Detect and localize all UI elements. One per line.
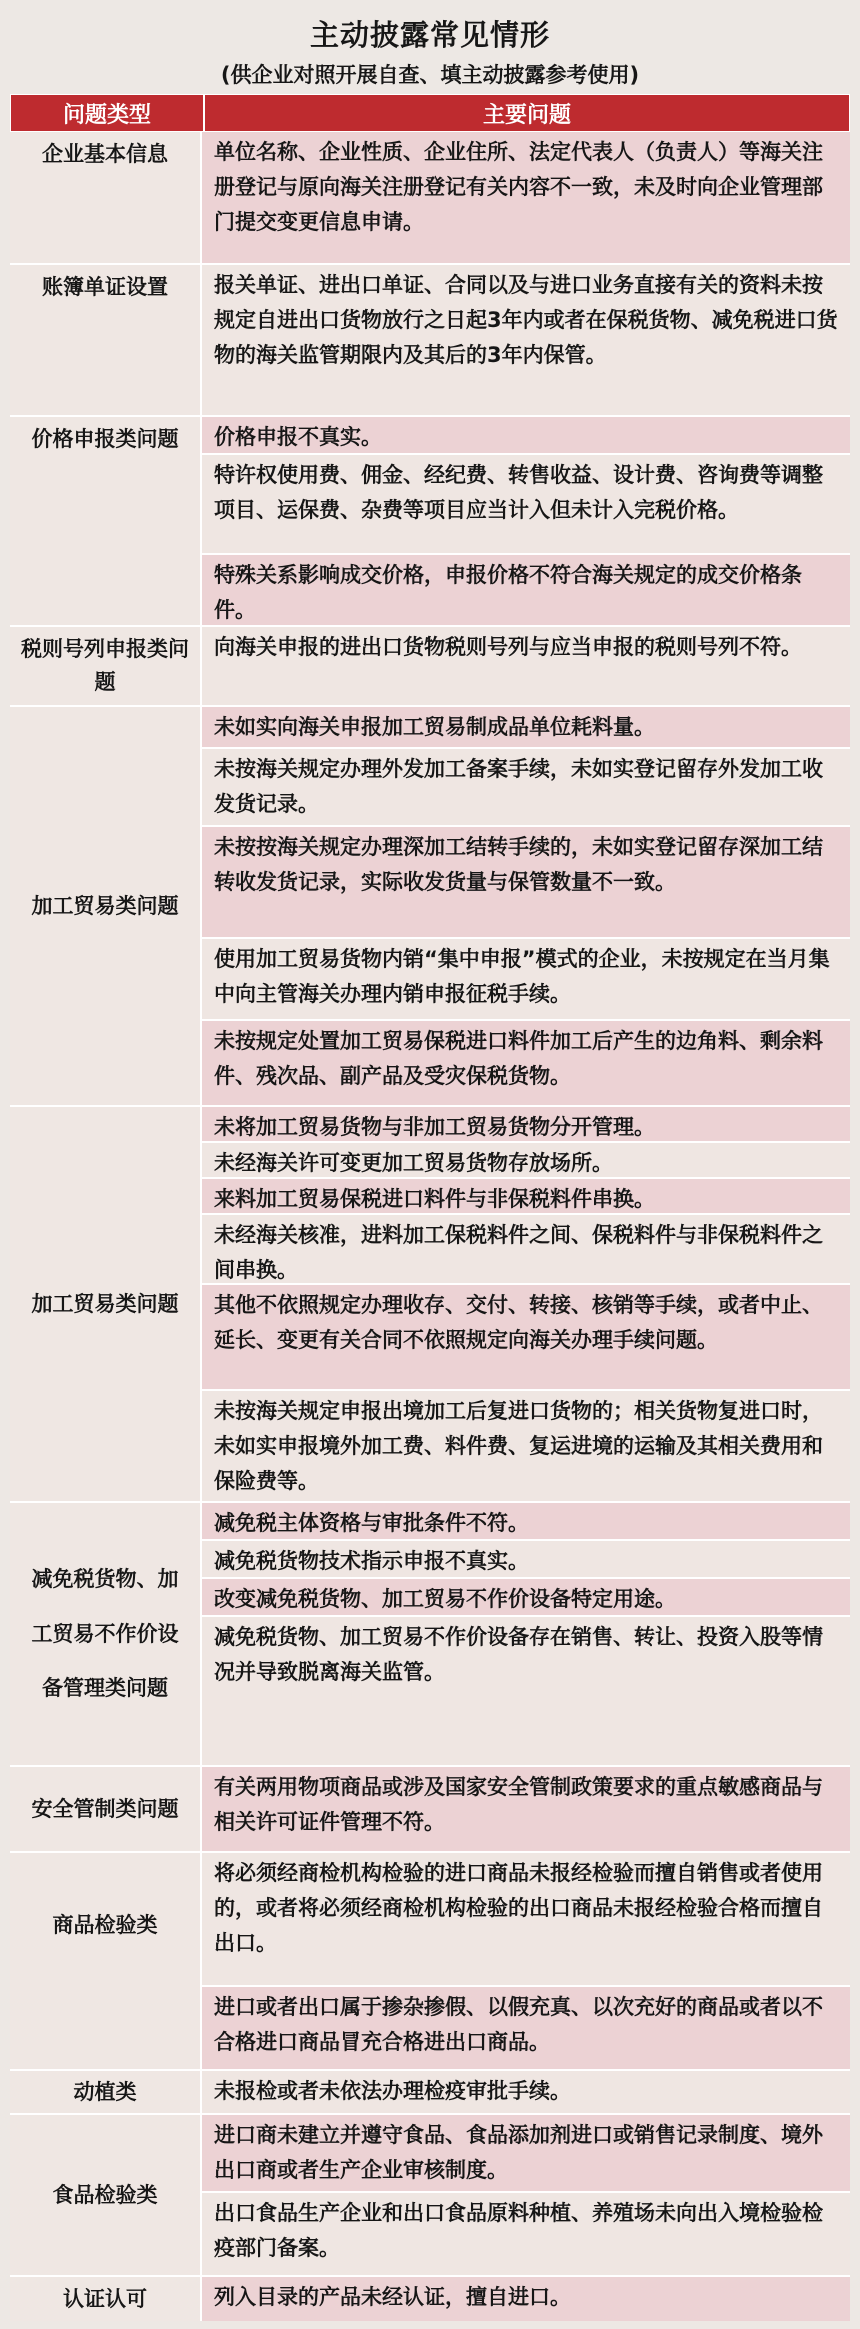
table-row	[10, 1107, 850, 1503]
problem-item: 报关单证、进出口单证、合同以及与进口业务直接有关的资料未按规定自进出口货物放行之日起3年内或者在保税货物、减免税进口货物的海关监管期限内及其后的3年内保管。	[202, 265, 850, 415]
category-cell: 动植类	[10, 2071, 202, 2113]
problem-item: 未报检或者未依法办理检疫审批手续。	[202, 2071, 850, 2113]
problem-item: 出口食品生产企业和出口食品原料种植、养殖场未向出入境检验检疫部门备案。	[202, 2193, 850, 2275]
problem-item: 向海关申报的进出口货物税则号列与应当申报的税则号列不符。	[202, 627, 850, 705]
problem-item: 未经海关许可变更加工贸易货物存放场所。	[202, 1143, 850, 1179]
table-header	[10, 94, 850, 132]
problem-item: 价格申报不真实。	[202, 417, 850, 455]
problem-item: 未按海关规定申报出境加工后复进口货物的；相关货物复进口时，未如实申报境外加工费、料件费、复运进境的运输及其相关费用和保险费等。	[202, 1391, 850, 1501]
category-cell: 价格申报类问题	[10, 417, 202, 625]
table-row	[10, 627, 850, 707]
problem-item: 单位名称、企业性质、企业住所、法定代表人（负责人）等海关注册登记与原向海关注册登记有关内容不一致，未及时向企业管理部门提交变更信息申请。	[202, 132, 850, 263]
category-cell: 认证认可	[10, 2277, 202, 2321]
category-line: 工贸易不作价设	[31, 1621, 179, 1646]
category-cell: 账簿单证设置	[10, 265, 202, 415]
table-row	[10, 265, 850, 417]
problem-item: 未按海关规定办理外发加工备案手续，未如实登记留存外发加工收发货记录。	[202, 749, 850, 827]
problem-item: 特许权使用费、佣金、经纪费、转售收益、设计费、咨询费等调整项目、运保费、杂费等项目应当计入但未计入完税价格。	[202, 455, 850, 555]
category-cell	[10, 1503, 202, 1765]
problem-item: 其他不依照规定办理收存、交付、转接、核销等手续，或者中止、延长、变更有关合同不依照规定向海关办理手续问题。	[202, 1285, 850, 1391]
table-row	[10, 1767, 850, 1853]
problem-item: 未将加工贸易货物与非加工贸易货物分开管理。	[202, 1107, 850, 1143]
category-cell: 加工贸易类问题	[10, 707, 202, 1105]
category-line: 备管理类问题	[42, 1676, 168, 1701]
header-category: 问题类型	[11, 95, 205, 131]
page-subtitle: (供企业对照开展自查、填主动披露参考使用)	[220, 63, 640, 87]
problem-item: 改变减免税货物、加工贸易不作价设备特定用途。	[202, 1579, 850, 1617]
problem-item: 减免税货物、加工贸易不作价设备存在销售、转让、投资入股等情况并导致脱离海关监管。	[202, 1617, 850, 1765]
problem-item: 来料加工贸易保税进口料件与非保税料件串换。	[202, 1179, 850, 1215]
category-cell: 商品检验类	[10, 1853, 202, 2069]
category-cell: 企业基本信息	[10, 132, 202, 263]
table-row	[10, 2115, 850, 2277]
problem-item: 进口商未建立并遵守食品、食品添加剂进口或销售记录制度、境外出口商或者生产企业审核制度。	[202, 2115, 850, 2193]
table-row	[10, 707, 850, 1107]
problem-item: 未按按海关规定办理深加工结转手续的，未如实登记留存深加工结转收发货记录，实际收发货量与保管数量不一致。	[202, 827, 850, 939]
problem-item: 特殊关系影响成交价格，申报价格不符合海关规定的成交价格条件。	[202, 555, 850, 625]
problem-item: 将必须经商检机构检验的进口商品未报经检验而擅自销售或者使用的，或者将必须经商检机构检验的出口商品未报经检验合格而擅自出口。	[202, 1853, 850, 1987]
problem-item: 未按规定处置加工贸易保税进口料件加工后产生的边角料、剩余料件、残次品、副产品及受灾保税货物。	[202, 1021, 850, 1105]
table-row	[10, 417, 850, 627]
problem-item: 列入目录的产品未经认证，擅自进口。	[202, 2277, 850, 2321]
problem-item: 未如实向海关申报加工贸易制成品单位耗料量。	[202, 707, 850, 749]
category-cell: 安全管制类问题	[10, 1767, 202, 1851]
category-line: 减免税货物、加	[31, 1567, 179, 1592]
table-row	[10, 132, 850, 265]
problem-item: 使用加工贸易货物内销“集中申报”模式的企业，未按规定在当月集中向主管海关办理内销申报征税手续。	[202, 939, 850, 1021]
table-row	[10, 2277, 850, 2321]
problem-item: 减免税货物技术指示申报不真实。	[202, 1541, 850, 1579]
header-main: 主要问题	[482, 102, 571, 128]
page-title: 主动披露常见情形	[309, 18, 550, 52]
category-cell: 加工贸易类问题	[10, 1107, 202, 1501]
category-cell: 税则号列申报类问题	[10, 627, 202, 705]
problem-item: 未经海关核准，进料加工保税料件之间、保税料件与非保税料件之间串换。	[202, 1215, 850, 1285]
table-row	[10, 2071, 850, 2115]
problem-item: 进口或者出口属于掺杂掺假、以假充真、以次充好的商品或者以不合格进口商品冒充合格进出口商品。	[202, 1987, 850, 2069]
table-row	[10, 1853, 850, 2071]
category-cell: 食品检验类	[10, 2115, 202, 2275]
problem-item: 有关两用物项商品或涉及国家安全管制政策要求的重点敏感商品与相关许可证件管理不符。	[202, 1767, 850, 1851]
problem-item: 减免税主体资格与审批条件不符。	[202, 1503, 850, 1541]
table-row	[10, 1503, 850, 1767]
